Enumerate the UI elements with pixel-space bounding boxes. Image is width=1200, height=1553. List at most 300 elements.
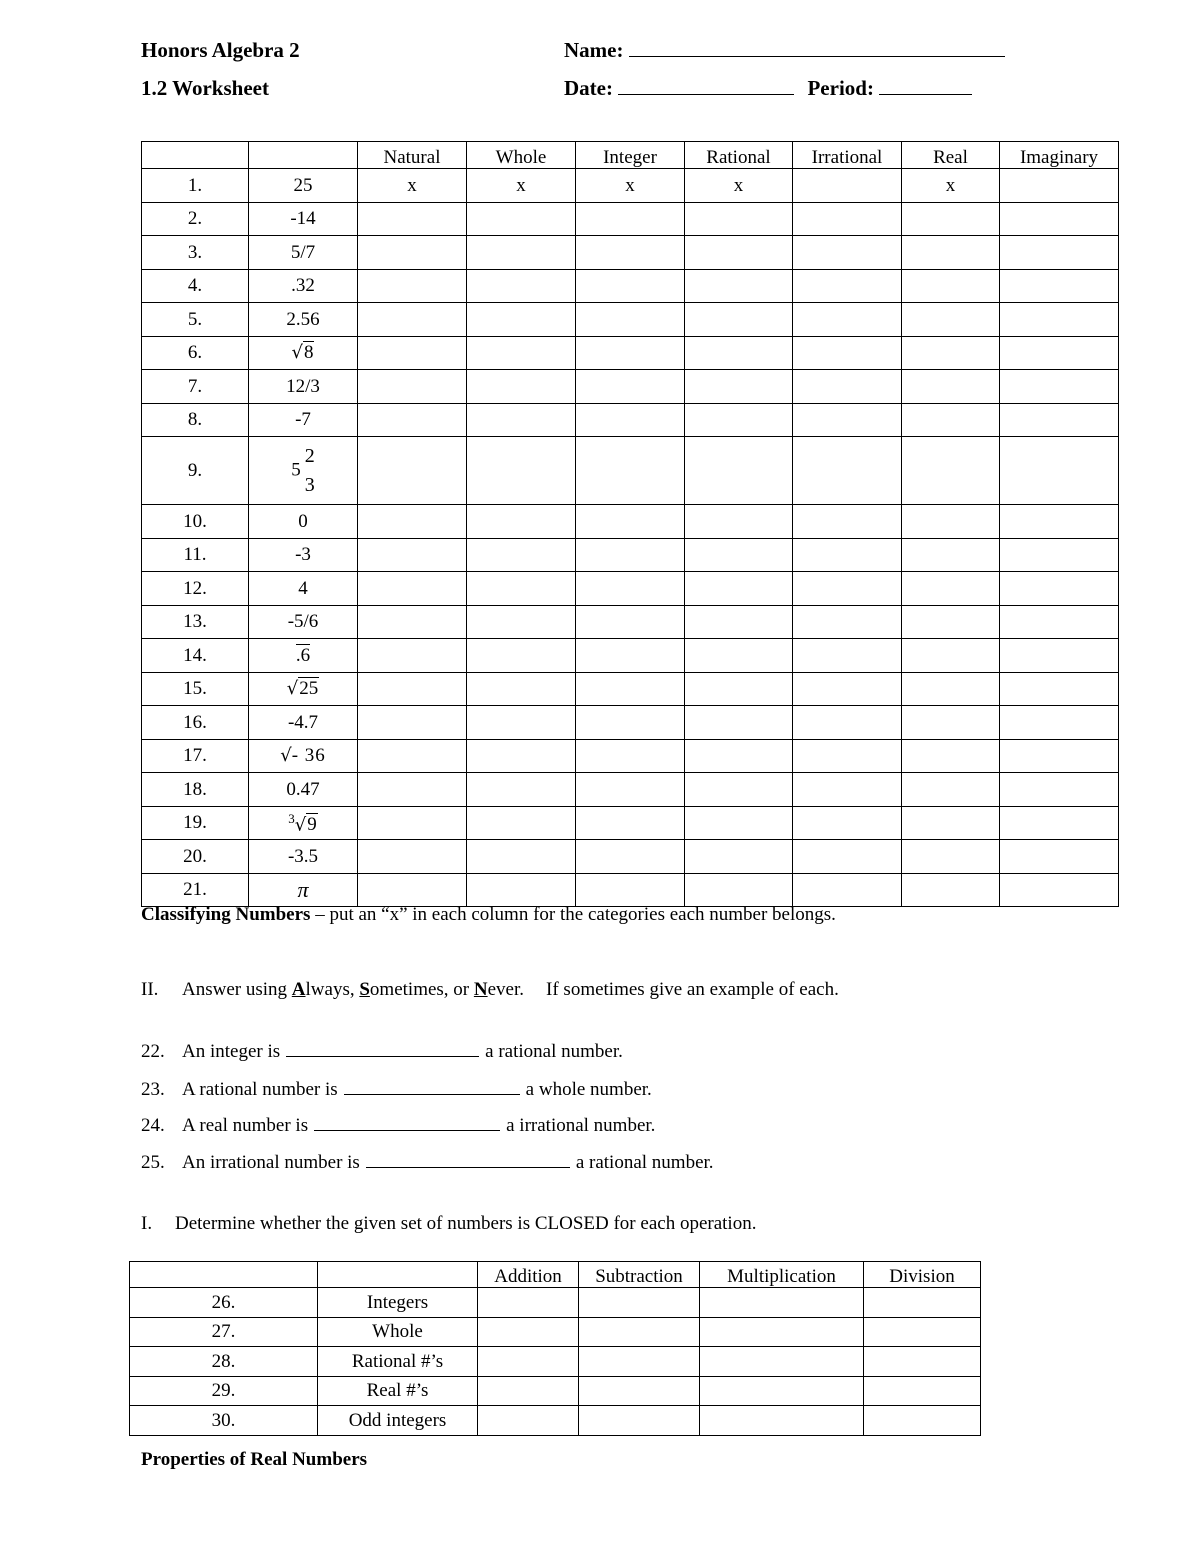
- date-period-field[interactable]: [564, 76, 972, 101]
- answer-cell[interactable]: [1000, 269, 1119, 303]
- answer-cell[interactable]: [467, 840, 576, 874]
- answer-cell[interactable]: [576, 806, 685, 840]
- answer-cell[interactable]: [576, 739, 685, 773]
- answer-cell[interactable]: [685, 505, 793, 539]
- set-name: Rational #’s: [318, 1347, 478, 1377]
- radical-sign: √: [286, 678, 299, 700]
- column-header: Integer: [576, 142, 685, 169]
- answer-cell[interactable]: [1000, 572, 1119, 606]
- answer-cell[interactable]: [902, 202, 1000, 236]
- row-number: 30.: [130, 1406, 318, 1436]
- answer-cell[interactable]: [685, 370, 793, 404]
- answer-cell[interactable]: [902, 403, 1000, 437]
- table-row: [142, 806, 1119, 840]
- answer-cell[interactable]: [478, 1376, 579, 1406]
- answer-cell[interactable]: [576, 269, 685, 303]
- row-number: 20.: [142, 840, 249, 874]
- answer-cell[interactable]: [1000, 505, 1119, 539]
- answer-cell[interactable]: [864, 1347, 981, 1377]
- row-number: 26.: [130, 1288, 318, 1318]
- answer-cell[interactable]: [358, 806, 467, 840]
- number-value: [249, 873, 358, 907]
- number-value: -4.7: [249, 706, 358, 740]
- answer-cell[interactable]: [700, 1347, 864, 1377]
- answer-cell[interactable]: [902, 605, 1000, 639]
- question-number: 25.: [141, 1152, 165, 1173]
- row-number: 8.: [142, 403, 249, 437]
- answer-cell[interactable]: [902, 739, 1000, 773]
- radical-expression: [287, 679, 319, 698]
- answer-cell[interactable]: [793, 639, 902, 673]
- column-header: Whole: [467, 142, 576, 169]
- answer-cell[interactable]: [902, 303, 1000, 337]
- answer-cell[interactable]: [902, 236, 1000, 270]
- answer-cell[interactable]: [793, 336, 902, 370]
- answer-cell[interactable]: [902, 873, 1000, 907]
- mixed-whole: 5: [291, 458, 301, 480]
- answer-cell[interactable]: [1000, 773, 1119, 807]
- answer-cell[interactable]: [793, 672, 902, 706]
- answer-cell[interactable]: [467, 873, 576, 907]
- answer-cell[interactable]: [902, 336, 1000, 370]
- number-value: [249, 639, 358, 673]
- name-field[interactable]: [564, 38, 1005, 63]
- question-number: 23.: [141, 1079, 165, 1100]
- question-prefix: A rational number is: [182, 1079, 338, 1100]
- number-value: -5/6: [249, 605, 358, 639]
- question-suffix: a rational number.: [575, 1152, 714, 1173]
- answer-cell[interactable]: x: [467, 169, 576, 203]
- row-number: 28.: [130, 1347, 318, 1377]
- radical-sign: √: [280, 745, 292, 767]
- answer-cell[interactable]: x: [358, 169, 467, 203]
- table-row: [130, 1376, 981, 1406]
- answer-cell[interactable]: [685, 873, 793, 907]
- answer-cell[interactable]: [685, 538, 793, 572]
- answer-blank[interactable]: [286, 1040, 479, 1057]
- radical-index: 3: [288, 810, 295, 826]
- answer-cell[interactable]: [1000, 739, 1119, 773]
- answer-cell[interactable]: [902, 370, 1000, 404]
- row-number: 19.: [142, 806, 249, 840]
- number-value: [249, 336, 358, 370]
- answer-cell[interactable]: x: [902, 169, 1000, 203]
- date-label: Date:: [564, 76, 613, 100]
- number-value: 5/7: [249, 236, 358, 270]
- answer-cell[interactable]: [467, 706, 576, 740]
- answer-cell[interactable]: [685, 336, 793, 370]
- answer-cell[interactable]: [902, 706, 1000, 740]
- answer-cell[interactable]: [793, 572, 902, 606]
- period-label: Period:: [807, 76, 874, 100]
- course-title: Honors Algebra 2: [141, 38, 300, 62]
- answer-cell[interactable]: [1000, 672, 1119, 706]
- answer-cell[interactable]: [864, 1317, 981, 1347]
- answer-cell[interactable]: [685, 269, 793, 303]
- table-row: [142, 336, 1119, 370]
- answer-cell[interactable]: [358, 706, 467, 740]
- name-label: Name:: [564, 38, 624, 62]
- answer-cell[interactable]: [793, 806, 902, 840]
- answer-blank[interactable]: [314, 1114, 500, 1131]
- row-number: 4.: [142, 269, 249, 303]
- table-row: [142, 873, 1119, 907]
- date-line[interactable]: [618, 76, 794, 95]
- never-rest: ever.: [487, 979, 525, 1000]
- answer-cell[interactable]: [685, 739, 793, 773]
- number-value: 0: [249, 505, 358, 539]
- number-value: 4: [249, 572, 358, 606]
- answer-cell[interactable]: [1000, 538, 1119, 572]
- set-name: Odd integers: [318, 1406, 478, 1436]
- table-row: [130, 1406, 981, 1436]
- row-number: 6.: [142, 336, 249, 370]
- answer-cell[interactable]: [700, 1376, 864, 1406]
- answer-cell[interactable]: [358, 639, 467, 673]
- answer-cell[interactable]: [358, 840, 467, 874]
- answer-cell[interactable]: [1000, 806, 1119, 840]
- answer-cell[interactable]: [358, 336, 467, 370]
- answer-cell[interactable]: [358, 370, 467, 404]
- answer-cell[interactable]: [864, 1376, 981, 1406]
- answer-cell[interactable]: [358, 403, 467, 437]
- never-letter: N: [473, 979, 488, 1000]
- closure-table: [129, 1261, 981, 1436]
- answer-cell[interactable]: [1000, 169, 1119, 203]
- answer-cell[interactable]: x: [685, 169, 793, 203]
- classify-caption-title: Classifying Numbers: [141, 904, 311, 925]
- answer-cell[interactable]: [1000, 873, 1119, 907]
- answer-cell[interactable]: [358, 739, 467, 773]
- table-row: [142, 269, 1119, 303]
- sometimes-rest: ometimes, or: [369, 979, 474, 1000]
- question-number: 24.: [141, 1115, 165, 1136]
- period-line[interactable]: [879, 76, 972, 95]
- pi-symbol: π: [297, 876, 309, 902]
- section-1-text: Determine whether the given set of numbers is CLOSED for each operation.: [175, 1213, 757, 1234]
- answer-cell[interactable]: x: [576, 169, 685, 203]
- answer-cell[interactable]: [793, 202, 902, 236]
- column-header: Imaginary: [1000, 142, 1119, 169]
- row-number: 12.: [142, 572, 249, 606]
- answer-cell[interactable]: [467, 538, 576, 572]
- answer-cell[interactable]: [467, 269, 576, 303]
- table-row: [130, 1347, 981, 1377]
- answer-cell[interactable]: [902, 269, 1000, 303]
- answer-cell[interactable]: [576, 437, 685, 505]
- row-number: 9.: [142, 437, 249, 505]
- radical-expression: [288, 812, 317, 834]
- number-value: .32: [249, 269, 358, 303]
- column-header: Subtraction: [579, 1262, 700, 1288]
- table-row: [142, 572, 1119, 606]
- section-2-tail: If sometimes give an example of each.: [546, 979, 839, 1000]
- answer-cell[interactable]: [793, 403, 902, 437]
- answer-cell[interactable]: [358, 605, 467, 639]
- answer-cell[interactable]: [902, 672, 1000, 706]
- question-number: 22.: [141, 1041, 165, 1062]
- row-number: 14.: [142, 639, 249, 673]
- answer-cell[interactable]: [685, 572, 793, 606]
- answer-cell[interactable]: [700, 1406, 864, 1436]
- section-1-roman: I.: [141, 1213, 153, 1234]
- number-value: -7: [249, 403, 358, 437]
- answer-cell[interactable]: [1000, 370, 1119, 404]
- answer-cell[interactable]: [793, 236, 902, 270]
- classify-caption-text: – put an “x” in each column for the categories each number belongs.: [310, 904, 836, 925]
- question: [141, 1114, 655, 1137]
- answer-cell[interactable]: [467, 572, 576, 606]
- answer-cell[interactable]: [793, 538, 902, 572]
- answer-cell[interactable]: [793, 370, 902, 404]
- row-number: 27.: [130, 1317, 318, 1347]
- answer-cell[interactable]: [685, 403, 793, 437]
- answer-cell[interactable]: [685, 840, 793, 874]
- classify-caption: [141, 904, 836, 926]
- answer-cell[interactable]: [467, 605, 576, 639]
- numerator: 2: [304, 444, 315, 467]
- answer-cell[interactable]: [576, 202, 685, 236]
- answer-cell[interactable]: [864, 1288, 981, 1318]
- answer-cell[interactable]: [576, 538, 685, 572]
- column-header: Division: [864, 1262, 981, 1288]
- answer-cell[interactable]: [902, 505, 1000, 539]
- table-row: [142, 773, 1119, 807]
- answer-cell[interactable]: [576, 505, 685, 539]
- radical-sign: √: [291, 342, 303, 364]
- table-row: [142, 739, 1119, 773]
- table-row: [142, 403, 1119, 437]
- answer-cell[interactable]: [478, 1317, 579, 1347]
- answer-cell[interactable]: [902, 806, 1000, 840]
- answer-cell[interactable]: [478, 1406, 579, 1436]
- answer-cell[interactable]: [358, 773, 467, 807]
- answer-cell[interactable]: [467, 236, 576, 270]
- answer-cell[interactable]: [478, 1288, 579, 1318]
- row-number: 29.: [130, 1376, 318, 1406]
- sometimes-letter: S: [359, 979, 370, 1000]
- question-prefix: An irrational number is: [182, 1152, 360, 1173]
- answer-cell[interactable]: [793, 437, 902, 505]
- table-row: [142, 169, 1119, 203]
- answer-cell[interactable]: [685, 605, 793, 639]
- section-2-instructions: [141, 979, 839, 1001]
- radicand: 9: [307, 813, 317, 835]
- question: [141, 1040, 623, 1063]
- answer-cell[interactable]: [1000, 202, 1119, 236]
- answer-cell[interactable]: [579, 1376, 700, 1406]
- answer-cell[interactable]: [467, 437, 576, 505]
- table-row: [130, 1317, 981, 1347]
- answer-cell[interactable]: [902, 437, 1000, 505]
- answer-cell[interactable]: [576, 840, 685, 874]
- answer-cell[interactable]: [685, 303, 793, 337]
- answer-cell[interactable]: [358, 873, 467, 907]
- answer-cell[interactable]: [467, 403, 576, 437]
- answer-cell[interactable]: [467, 336, 576, 370]
- set-name: Whole: [318, 1317, 478, 1347]
- answer-cell[interactable]: [793, 303, 902, 337]
- answer-cell[interactable]: [1000, 706, 1119, 740]
- answer-cell[interactable]: [467, 672, 576, 706]
- answer-cell[interactable]: [685, 236, 793, 270]
- number-value: [249, 739, 358, 773]
- answer-cell[interactable]: [576, 873, 685, 907]
- question-prefix: An integer is: [182, 1041, 281, 1062]
- answer-cell[interactable]: [902, 773, 1000, 807]
- column-header: Irrational: [793, 142, 902, 169]
- answer-cell[interactable]: [576, 403, 685, 437]
- always-rest: lways,: [305, 979, 360, 1000]
- answer-cell[interactable]: [579, 1347, 700, 1377]
- answer-cell[interactable]: [358, 236, 467, 270]
- number-value: [249, 672, 358, 706]
- number-value: 25: [249, 169, 358, 203]
- answer-cell[interactable]: [579, 1406, 700, 1436]
- question-suffix: a whole number.: [525, 1079, 652, 1100]
- question: [141, 1151, 714, 1174]
- answer-cell[interactable]: [864, 1406, 981, 1436]
- table-row: [130, 1288, 981, 1318]
- row-number: 17.: [142, 739, 249, 773]
- repeating-decimal: .6: [295, 644, 311, 666]
- answer-cell[interactable]: [358, 572, 467, 606]
- answer-cell[interactable]: [576, 303, 685, 337]
- table-row: [142, 202, 1119, 236]
- answer-cell[interactable]: [1000, 605, 1119, 639]
- answer-cell[interactable]: [700, 1317, 864, 1347]
- header-cell-blank: [130, 1262, 318, 1288]
- answer-cell[interactable]: [576, 336, 685, 370]
- table-row: [142, 303, 1119, 337]
- answer-cell[interactable]: [576, 370, 685, 404]
- answer-cell[interactable]: [793, 873, 902, 907]
- answer-cell[interactable]: [1000, 336, 1119, 370]
- answer-cell[interactable]: [576, 639, 685, 673]
- answer-cell[interactable]: [793, 773, 902, 807]
- answer-cell[interactable]: [793, 840, 902, 874]
- row-number: 5.: [142, 303, 249, 337]
- answer-cell[interactable]: [358, 437, 467, 505]
- row-number: 10.: [142, 505, 249, 539]
- answer-cell[interactable]: [902, 538, 1000, 572]
- answer-cell[interactable]: [902, 639, 1000, 673]
- set-name: Integers: [318, 1288, 478, 1318]
- answer-cell[interactable]: [793, 605, 902, 639]
- answer-cell[interactable]: [793, 739, 902, 773]
- table-row: [142, 236, 1119, 270]
- answer-cell[interactable]: [576, 773, 685, 807]
- row-number: 7.: [142, 370, 249, 404]
- answer-cell[interactable]: [1000, 236, 1119, 270]
- answer-cell[interactable]: [358, 505, 467, 539]
- table-row: [142, 706, 1119, 740]
- number-value: 2.56: [249, 303, 358, 337]
- answer-blank[interactable]: [366, 1151, 570, 1168]
- header-cell-blank: [142, 142, 249, 169]
- answer-cell[interactable]: [576, 605, 685, 639]
- footer-title: Properties of Real Numbers: [141, 1449, 368, 1470]
- table-header-row: [142, 142, 1119, 169]
- answer-cell[interactable]: [576, 706, 685, 740]
- answer-cell[interactable]: [685, 639, 793, 673]
- answer-cell[interactable]: [700, 1288, 864, 1318]
- number-value: -14: [249, 202, 358, 236]
- table-row: [142, 605, 1119, 639]
- answer-cell[interactable]: [358, 269, 467, 303]
- row-number: 11.: [142, 538, 249, 572]
- answer-cell[interactable]: [793, 169, 902, 203]
- answer-blank[interactable]: [344, 1078, 520, 1095]
- row-number: 13.: [142, 605, 249, 639]
- answer-cell[interactable]: [1000, 639, 1119, 673]
- answer-cell[interactable]: [1000, 403, 1119, 437]
- row-number: 1.: [142, 169, 249, 203]
- table-row: [142, 505, 1119, 539]
- answer-cell[interactable]: [793, 269, 902, 303]
- classify-table: [141, 141, 1119, 907]
- header-cell-blank: [318, 1262, 478, 1288]
- answer-cell[interactable]: [793, 706, 902, 740]
- answer-cell[interactable]: [467, 370, 576, 404]
- section-2-roman: II.: [141, 979, 159, 1000]
- answer-cell[interactable]: [467, 202, 576, 236]
- column-header: Natural: [358, 142, 467, 169]
- name-line[interactable]: [629, 38, 1005, 57]
- answer-cell[interactable]: [793, 505, 902, 539]
- answer-cell[interactable]: [576, 672, 685, 706]
- radicand: 8: [303, 342, 314, 364]
- radical-expression: [280, 746, 326, 765]
- answer-cell[interactable]: [579, 1317, 700, 1347]
- answer-cell[interactable]: [576, 236, 685, 270]
- radical-expression: [292, 343, 315, 362]
- answer-cell[interactable]: [358, 538, 467, 572]
- answer-cell[interactable]: [467, 739, 576, 773]
- answer-cell[interactable]: [902, 840, 1000, 874]
- table-header-row: [130, 1262, 981, 1288]
- answer-cell[interactable]: [902, 572, 1000, 606]
- table-row: [142, 370, 1119, 404]
- column-header: Real: [902, 142, 1000, 169]
- column-header: Rational: [685, 142, 793, 169]
- answer-cell[interactable]: [685, 672, 793, 706]
- answer-cell[interactable]: [685, 706, 793, 740]
- answer-cell[interactable]: [467, 639, 576, 673]
- answer-cell[interactable]: [358, 672, 467, 706]
- answer-cell[interactable]: [358, 202, 467, 236]
- answer-cell[interactable]: [467, 505, 576, 539]
- answer-cell[interactable]: [467, 303, 576, 337]
- worksheet-title: 1.2 Worksheet: [141, 76, 269, 100]
- answer-cell[interactable]: [1000, 437, 1119, 505]
- answer-cell[interactable]: [1000, 303, 1119, 337]
- answer-cell[interactable]: [579, 1288, 700, 1318]
- answer-cell[interactable]: [467, 773, 576, 807]
- table-row: [142, 538, 1119, 572]
- answer-cell[interactable]: [685, 806, 793, 840]
- answer-cell[interactable]: [685, 437, 793, 505]
- answer-cell[interactable]: [1000, 840, 1119, 874]
- answer-cell[interactable]: [576, 572, 685, 606]
- answer-cell[interactable]: [685, 773, 793, 807]
- answer-cell[interactable]: [685, 202, 793, 236]
- row-number: 21.: [142, 873, 249, 907]
- answer-cell[interactable]: [467, 806, 576, 840]
- answer-cell[interactable]: [358, 303, 467, 337]
- row-number: 3.: [142, 236, 249, 270]
- answer-cell[interactable]: [478, 1347, 579, 1377]
